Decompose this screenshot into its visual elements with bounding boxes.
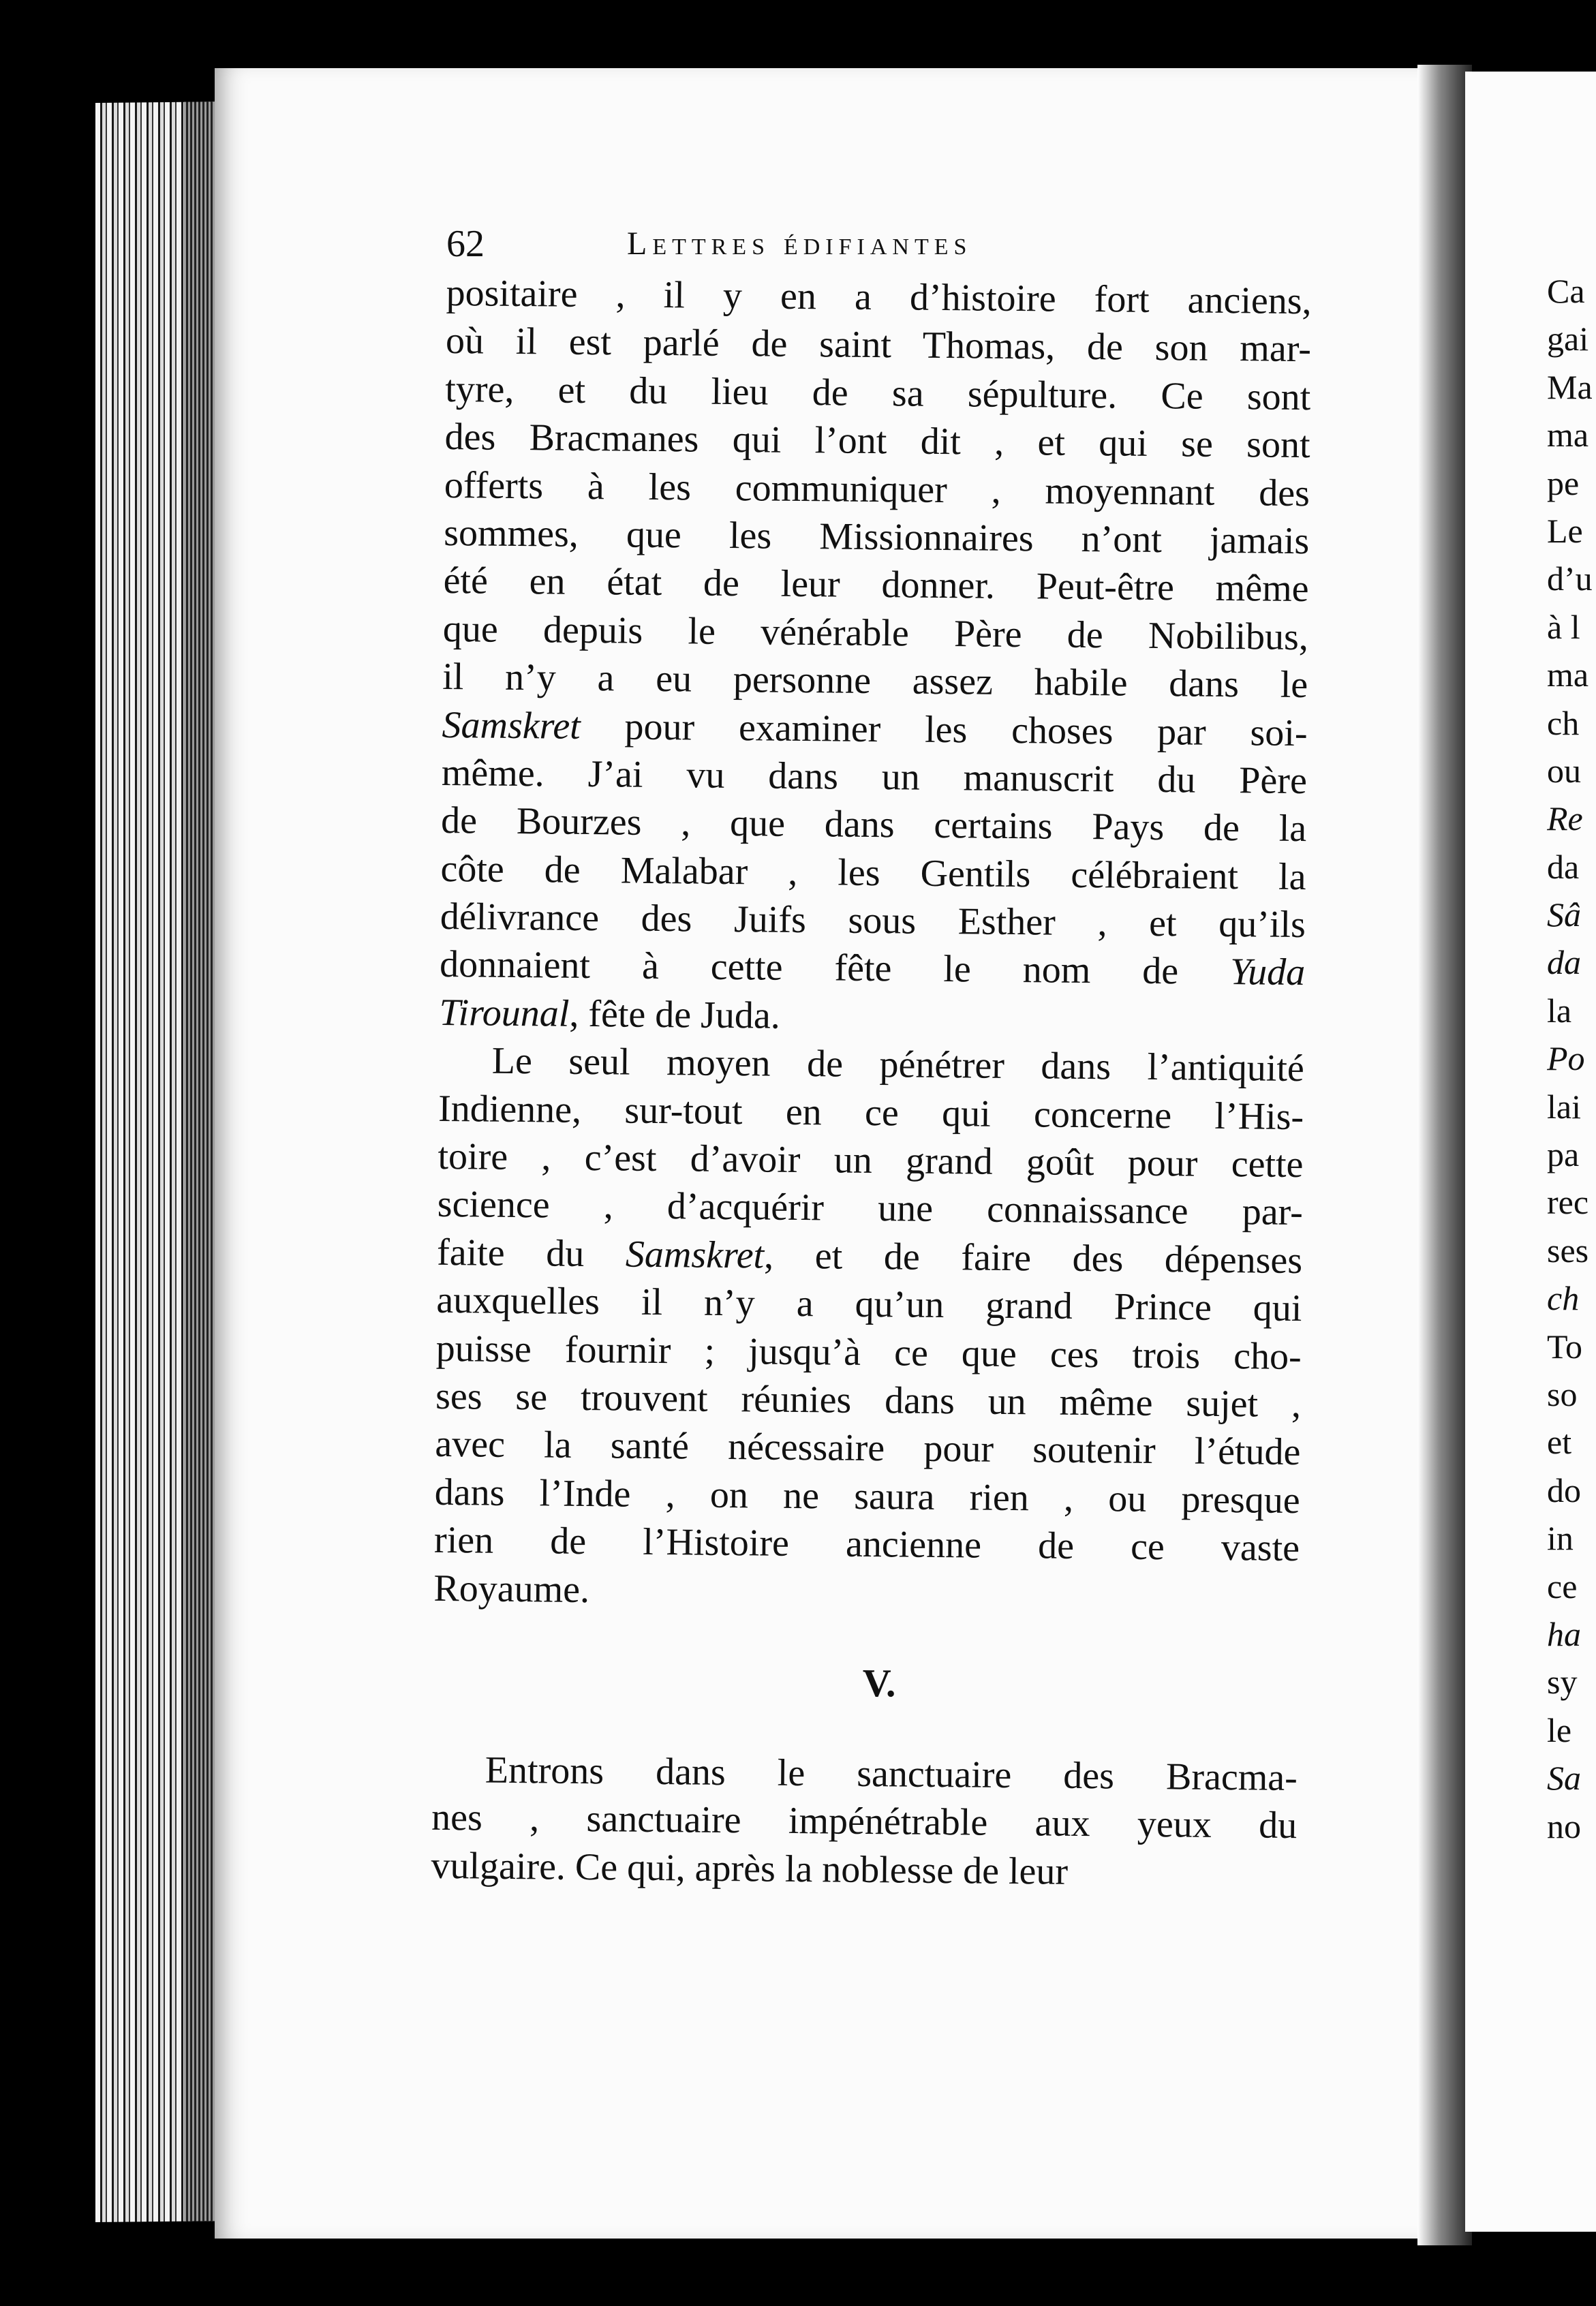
text-line — [437, 1229, 1303, 1285]
text-run: vulgaire. Ce qui, après la noblesse de leur — [431, 1844, 1069, 1893]
text-line — [443, 605, 1309, 662]
paragraph — [431, 1746, 1298, 1898]
facing-text-line: no — [1547, 1807, 1581, 1845]
text-run: auxquelles il n’y a qu’un grand Prince qui — [436, 1279, 1302, 1330]
text-run: faite du — [436, 1231, 626, 1276]
text-run: de Bourzes , que dans certains Pays de la — [440, 799, 1307, 850]
text-run: nes , sanctuaire impénétrable aux yeux du — [431, 1796, 1298, 1847]
facing-text-line: To — [1547, 1327, 1583, 1366]
text-line — [439, 989, 1305, 1045]
text-line — [442, 653, 1308, 709]
text-run: des Bracmanes qui l’ont dit , et qui se sont — [444, 416, 1310, 467]
text-run: toire , c’est d’avoir un grand goût pour cette — [438, 1135, 1304, 1186]
facing-text-line: à l — [1547, 607, 1580, 646]
text-line — [440, 845, 1306, 902]
text-line — [444, 413, 1310, 470]
text-run: Le seul moyen de pénétrer dans l’antiquité — [491, 1039, 1305, 1090]
text-line — [440, 893, 1306, 949]
body-text — [431, 269, 1312, 1898]
facing-text-line: in — [1547, 1519, 1574, 1558]
text-line — [436, 1276, 1302, 1333]
text-run: Entrons dans le sanctuaire des Bracma- — [485, 1749, 1298, 1800]
text-line — [431, 1794, 1298, 1850]
facing-text-line: Re — [1547, 799, 1583, 838]
facing-text-line: do — [1547, 1471, 1581, 1509]
text-run: ses se trouvent réunies dans un même sujet , — [435, 1374, 1302, 1426]
facing-text-line: Po — [1547, 1039, 1585, 1078]
facing-text-line: da — [1547, 943, 1581, 982]
text-line — [445, 365, 1311, 422]
text-line — [435, 1372, 1302, 1429]
facing-text-line: ma — [1547, 416, 1589, 455]
italic-text: Yuda — [1229, 951, 1306, 994]
text-line — [443, 557, 1309, 613]
facing-text-line: ses — [1547, 1231, 1589, 1270]
paragraph — [433, 1036, 1304, 1620]
text-run: dans l’Inde , on ne saura rien , ou presque — [434, 1471, 1301, 1522]
text-run: sommes, que les Missionnaires n’ont jamais — [443, 511, 1310, 563]
italic-text: Samskret — [625, 1233, 765, 1277]
running-title: Lettres édifiantes — [627, 226, 972, 262]
text-line — [442, 701, 1308, 757]
text-run: été en état de leur donner. Peut-être même — [443, 559, 1309, 611]
text-run: tyre, et du lieu de sa sépulture. Ce sont — [445, 367, 1311, 418]
page-edges-stack — [95, 102, 232, 2222]
text-run: où il est parlé de saint Thomas, de son mar- — [445, 320, 1312, 371]
facing-text-line: gai — [1547, 320, 1589, 358]
facing-text-line: Ma — [1547, 367, 1593, 406]
facing-text-line: ma — [1547, 656, 1589, 694]
facing-text-line: Sa — [1547, 1759, 1581, 1798]
text-run: il n’y a eu personne assez habile dans le — [442, 656, 1308, 707]
facing-text-line: et — [1547, 1423, 1572, 1462]
text-run: Indienne, sur-tout en ce qui concerne l’His- — [438, 1087, 1304, 1138]
text-run: pour examiner les choses par soi- — [580, 705, 1308, 754]
italic-text: Samskret — [442, 703, 581, 748]
text-run: même. J’ai vu dans un manuscrit du Père — [441, 751, 1308, 803]
text-run: délivrance des Juifs sous Esther , et qu’ils — [440, 895, 1306, 947]
facing-text-line: pe — [1547, 463, 1580, 502]
text-line — [442, 749, 1308, 805]
text-line — [444, 509, 1310, 566]
page-header — [446, 217, 1128, 271]
page-number: 62 — [446, 223, 485, 265]
text-line — [432, 1746, 1298, 1802]
facing-text-line: ch — [1547, 703, 1580, 742]
facing-text-line: da — [1547, 847, 1580, 886]
text-run: science , d’acquérir une connaissance par- — [437, 1183, 1304, 1234]
text-run: offerts à les communiquer , moyennant des — [444, 463, 1310, 514]
facing-text-line: so — [1547, 1374, 1578, 1413]
text-run: puisse fournir ; jusqu’à ce que ces trois cho- — [435, 1327, 1302, 1378]
text-run: avec la santé nécessaire pour soutenir l’étude — [435, 1423, 1301, 1474]
facing-text-line: pa — [1547, 1135, 1580, 1174]
text-line — [434, 1469, 1300, 1525]
facing-text-line: ha — [1547, 1614, 1581, 1653]
facing-text-line: sy — [1547, 1663, 1578, 1702]
text-line — [431, 1842, 1297, 1898]
facing-text-line: lai — [1547, 1087, 1581, 1126]
facing-text-line: Sâ — [1547, 895, 1581, 934]
text-line — [438, 1133, 1304, 1189]
text-run: côte de Malabar , les Gentils célébraient la — [440, 847, 1306, 898]
text-run: , fête de Juda. — [569, 992, 781, 1037]
facing-text-line: ce — [1547, 1567, 1578, 1605]
text-line — [438, 1085, 1304, 1141]
text-run: positaire , il y en a d’histoire fort anciens, — [446, 271, 1312, 323]
facing-text-line: ou — [1547, 751, 1581, 790]
facing-text-line: Ca — [1547, 272, 1585, 310]
text-line — [440, 940, 1306, 997]
text-line — [435, 1325, 1302, 1381]
text-run: que depuis le vénérable Père de Nobilibus, — [442, 607, 1309, 658]
text-line — [439, 1036, 1305, 1093]
italic-text: Tirounal — [439, 991, 570, 1035]
facing-page-text — [1547, 267, 1596, 1850]
facing-text-line: le — [1547, 1710, 1572, 1749]
text-line — [437, 1180, 1303, 1237]
text-line — [435, 1420, 1301, 1477]
section-heading: V. — [862, 1660, 896, 1706]
text-line — [446, 317, 1312, 373]
text-line — [446, 269, 1312, 326]
text-line — [444, 461, 1310, 518]
text-line — [441, 797, 1307, 853]
facing-text-line: la — [1547, 991, 1572, 1030]
facing-text-line: rec — [1547, 1183, 1589, 1222]
text-line — [433, 1564, 1300, 1620]
facing-text-line: ch — [1547, 1279, 1580, 1318]
gutter-shadow — [1417, 65, 1472, 2245]
text-run: , et de faire des dépenses — [763, 1234, 1303, 1282]
text-run: rien de l’Histoire ancienne de ce vaste — [433, 1519, 1300, 1570]
paragraph — [439, 269, 1312, 1045]
text-run: Royaume. — [433, 1567, 590, 1611]
facing-text-line: d’u — [1547, 559, 1593, 598]
text-run: donnaient à cette fête le nom de — [439, 943, 1231, 994]
facing-text-line: Le — [1547, 511, 1583, 550]
text-line — [434, 1516, 1300, 1573]
